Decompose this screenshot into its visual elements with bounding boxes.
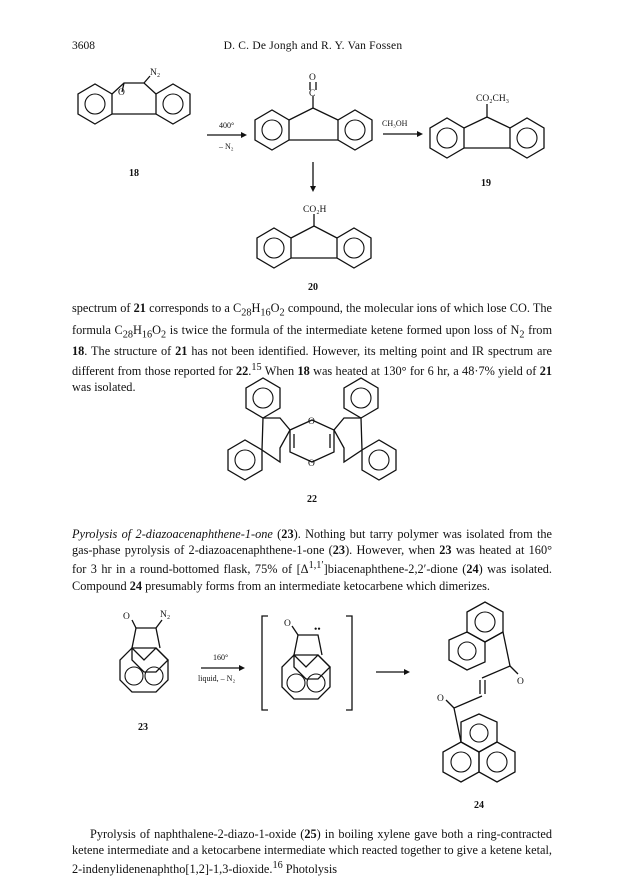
compound-18-structure bbox=[78, 68, 190, 124]
compound-23-structure bbox=[120, 610, 170, 692]
cmpd24-oxygen-1: O bbox=[517, 677, 524, 687]
compound-23-label: 23 bbox=[138, 722, 148, 733]
cmpd19-ester: CO₂CH₃ bbox=[476, 94, 510, 104]
cmpd24-oxygen-2: O bbox=[437, 694, 444, 704]
cmpd18-oxygen: O bbox=[118, 88, 125, 98]
compound-20-structure bbox=[257, 205, 371, 268]
arrow1-loss: – N₂ bbox=[219, 142, 234, 151]
running-head: D. C. De Jongh and R. Y. Van Fossen bbox=[223, 40, 403, 52]
cmpd22-oxygen-top: O bbox=[308, 417, 315, 427]
ketene-structure bbox=[255, 73, 372, 150]
compound-20-label: 20 bbox=[308, 282, 318, 293]
scheme-1 bbox=[0, 0, 624, 300]
arrow1-temperature: 400° bbox=[219, 121, 235, 130]
ketene-carbon: C bbox=[309, 89, 316, 99]
ketocarbene-intermediate bbox=[262, 616, 352, 710]
cmpd20-acid: CO₂H bbox=[303, 205, 327, 215]
compound-24-structure bbox=[437, 602, 524, 782]
cmpd23-diazo: N₂ bbox=[160, 610, 171, 620]
intermediate-oxygen: O bbox=[284, 619, 291, 629]
arrow3-temperature: 160° bbox=[213, 653, 229, 662]
compound-22-label: 22 bbox=[307, 494, 317, 505]
compound-24-label: 24 bbox=[474, 800, 484, 811]
cmpd22-oxygen-bottom: O bbox=[308, 459, 315, 469]
arrow2-reagent: CH₃OH bbox=[382, 119, 408, 128]
cmpd18-diazo: N₂ bbox=[150, 68, 161, 78]
paragraph-1: spectrum of 21 corresponds to a $C_{28}H_{16}O_2$ compound, the molecular ions of which lose CO. The formula $C_{28}H_{16}O_2$ is twice the formula of the intermediate ketene formed upon loss of $N_2$ from 18. The structure of 21 has not been identified. However, its melting point and IR spectrum are different from those reported for 22.15 When 18 was heated at 130° for 6 hr, a 48·7% yield of 21 was isolated. bbox=[72, 301, 553, 394]
compound-18-label: 18 bbox=[129, 168, 139, 179]
arrow3-condition: liquid, – N₂ bbox=[198, 674, 236, 683]
cmpd23-oxygen: O bbox=[123, 612, 130, 622]
page-number: 3608 bbox=[72, 40, 95, 52]
intermediate-carbene-dots: •• bbox=[314, 625, 321, 635]
ketene-oxygen: O bbox=[309, 73, 316, 83]
paragraph-2: Pyrolysis of 2-diazoacenaphthene-1-one (23). Nothing but tarry polymer was isolated from the gas-phase pyrolysis of 2-diazoacenaphthene-1-one (23). However, when 23 was heated at 160° for 3 hr in a round-bottomed flask, 75% of $[\Delta^{1,1'}]biacenaphthene-2,2'$-dione (24) was isolated. Compound 24 presumably forms from an intermediate ketocarbene which dimerizes. bbox=[72, 527, 553, 593]
compound-19-structure bbox=[430, 94, 544, 158]
paragraph-3: Pyrolysis of naphthalene-2-diazo-1-oxide (25) in boiling xylene gave both a ring-contracted ketene intermediate and a ketocarbene intermediate which reacted together to give a ketene ketal, 2-indenylidenenaphtho[1,2]-1,3-dioxide.$^{16}$ Photolysis bbox=[72, 827, 552, 877]
compound-19-label: 19 bbox=[481, 178, 491, 189]
